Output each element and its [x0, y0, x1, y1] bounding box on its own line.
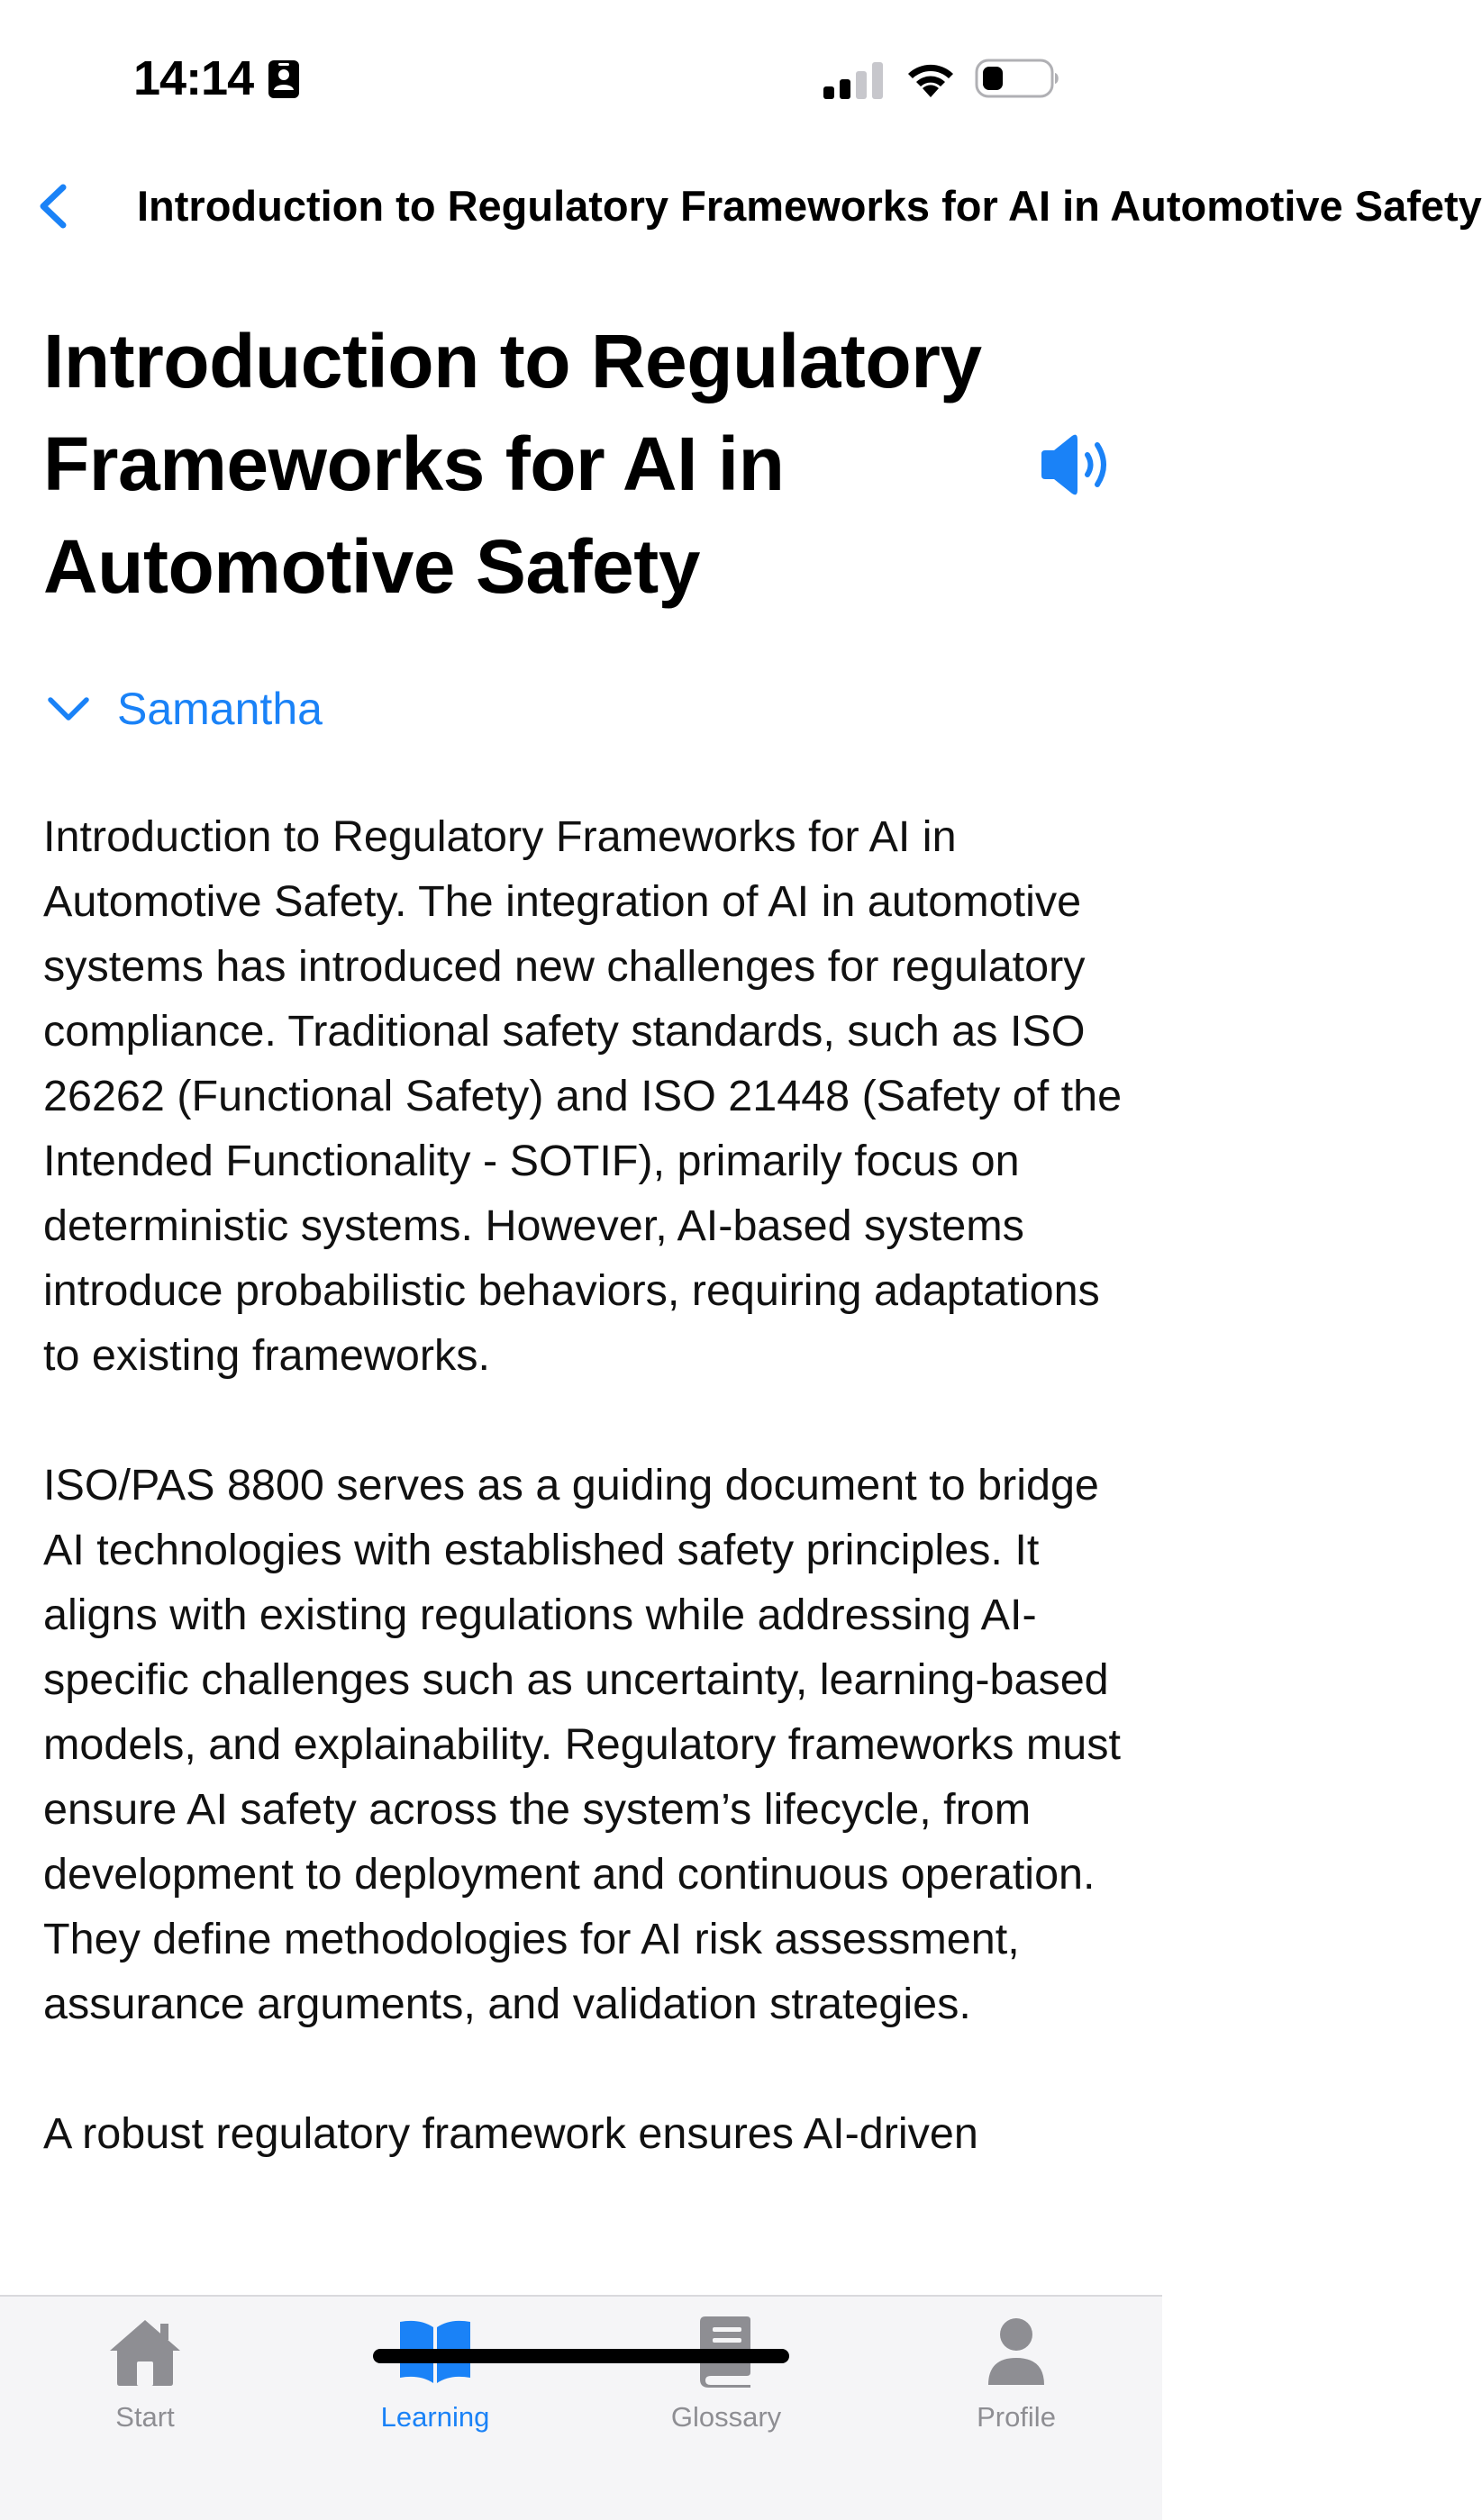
paragraph: A robust regulatory framework ensures AI-driven: [43, 2109, 978, 2158]
home-indicator[interactable]: [373, 2349, 789, 2363]
tab-profile[interactable]: [917, 2315, 1115, 2450]
voice-name: Samantha: [117, 684, 323, 734]
chevron-left-icon: [23, 175, 86, 238]
tab-label: Start: [115, 2401, 175, 2433]
nav-title: Introduction to Regulatory Frameworks for AI in Automotive Safety: [137, 182, 1482, 230]
article-content[interactable]: [0, 297, 1162, 2295]
paragraph: ISO/PAS 8800 serves as a guiding document to bridge AI technologies with established safety principles. It aligns with existing regulations while addressing AI-specific challenges such as uncertainty, learning-based models, and explainability. Regulatory frameworks must ensure AI safety across the system’s lifecycle, from development to deployment and continuous operation. They define methodologies for AI risk assessment, assurance arguments, and validation strategies.: [43, 1461, 1121, 2028]
status-time: 14:14: [133, 51, 254, 105]
paragraph: Introduction to Regulatory Frameworks for AI in Automotive Safety. The integration of AI in automotive systems has introduced new challenges for regulatory compliance. Traditional safety standards, such as ISO 26262 (Functional Safety) and ISO 21448 (Safety of the Intended Functionality - SOTIF), primarily focus on deterministic systems. However, AI-based systems introduce probabilistic behaviors, requiring adaptations to existing frameworks.: [43, 812, 1123, 1380]
tab-bar: [0, 2295, 1162, 2520]
house-icon: [105, 2315, 186, 2389]
tab-glossary[interactable]: [627, 2315, 825, 2450]
chevron-down-icon: [43, 684, 94, 734]
battery-icon: [975, 58, 1061, 99]
status-bar: [0, 0, 1162, 153]
title-row: [0, 297, 1162, 639]
cellular-signal-icon: [822, 61, 885, 99]
wifi-icon: [903, 58, 959, 99]
back-button[interactable]: [23, 175, 86, 238]
speaker-wave-icon: [1038, 431, 1114, 499]
tab-label: Profile: [977, 2401, 1056, 2433]
tab-label: Glossary: [670, 2401, 782, 2433]
tab-label: Learning: [380, 2401, 490, 2433]
page-title: Introduction to Regulatory Frameworks for AI in Automotive Safety: [43, 319, 982, 609]
tab-start[interactable]: [46, 2315, 244, 2450]
read-aloud-button[interactable]: [1038, 431, 1114, 499]
article-body: [43, 804, 1124, 2231]
tab-learning[interactable]: [336, 2315, 534, 2450]
voice-selector[interactable]: [43, 675, 323, 742]
navigation-bar: [0, 162, 1482, 249]
person-icon: [976, 2315, 1057, 2389]
id-card-icon: [268, 59, 300, 99]
